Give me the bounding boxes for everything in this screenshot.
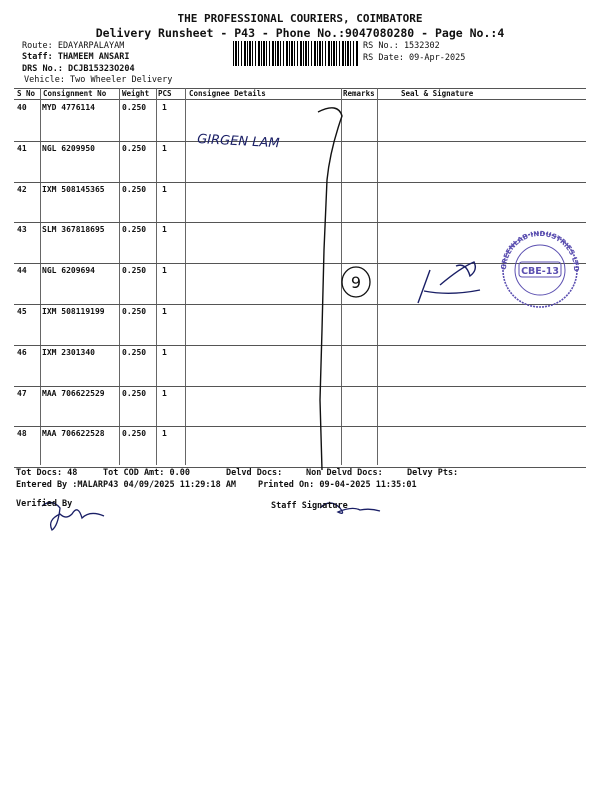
cell-weight: 0.250 <box>122 347 147 357</box>
cell-weight: 0.250 <box>122 307 147 316</box>
verified-by-label: Verified By <box>16 499 73 509</box>
cell-pcs: 1 <box>162 388 167 398</box>
column-header-seal: Seal & Signature <box>401 89 474 98</box>
cell-pcs: 1 <box>162 184 167 194</box>
cell-weight: 0.250 <box>122 429 147 439</box>
cell-sno: 41 <box>17 143 27 153</box>
cell-consignment: MAA 706622528 <box>42 429 105 439</box>
column-header-weight: Weight <box>122 89 150 98</box>
receiver-signature <box>418 262 480 303</box>
cell-consignment: NGL 6209950 <box>42 143 95 153</box>
printed-on: Printed On: 09-04-2025 11:35:01 <box>258 480 417 490</box>
drs-number: DRS No.: DCJB15323O204 <box>22 64 135 74</box>
cell-consignment: IXM 508145365 <box>42 184 105 194</box>
stamp-center-text: CBE-13 <box>521 266 559 277</box>
cell-sno: 48 <box>17 429 27 439</box>
staff-label: Staff: THAMEEM ANSARI <box>22 52 130 62</box>
cell-pcs: 1 <box>162 307 167 316</box>
remark-number: 9 <box>350 273 362 292</box>
cell-sno: 45 <box>17 307 27 316</box>
cell-consignment: MYD 4776114 <box>42 103 95 112</box>
cell-sno: 42 <box>17 184 27 194</box>
seal-stamp <box>500 230 580 307</box>
column-header-pcs: PCS <box>158 89 172 98</box>
total-docs: Tot Docs: 48 <box>16 468 78 478</box>
cell-pcs: 1 <box>162 225 167 235</box>
cell-pcs: 1 <box>162 143 167 153</box>
non-delivered-docs: Non Delvd Docs: <box>306 468 383 478</box>
cell-weight: 0.250 <box>122 103 147 112</box>
route-label: Route: EDAYARPALAYAM <box>22 41 125 51</box>
delivered-docs: Delvd Docs: <box>226 468 283 478</box>
cell-pcs: 1 <box>162 103 167 112</box>
cell-consignment: IXM 2301340 <box>42 347 95 357</box>
total-cod: Tot COD Amt: 0.00 <box>103 468 190 478</box>
column-header-remarks: Remarks <box>343 89 375 98</box>
cell-weight: 0.250 <box>122 225 147 235</box>
delivery-points: Delvy Pts: <box>407 468 459 478</box>
entered-by: Entered By :MALARP43 04/09/2025 11:29:18 AM <box>16 480 237 490</box>
staff-signature-label: Staff Signature <box>271 501 348 511</box>
cell-weight: 0.250 <box>122 266 147 276</box>
cell-sno: 44 <box>17 266 27 276</box>
vehicle-label: Vehicle: Two Wheeler Delivery <box>24 75 173 85</box>
cell-sno: 47 <box>17 388 27 398</box>
cell-pcs: 1 <box>162 429 167 439</box>
cell-consignment: SLM 367818695 <box>42 225 105 235</box>
rs-date: RS Date: 09-Apr-2025 <box>363 53 466 63</box>
cell-consignment: IXM 508119199 <box>42 307 105 316</box>
column-header-consignee: Consignee Details <box>189 89 266 98</box>
cell-weight: 0.250 <box>122 184 147 194</box>
stamp-ring-text: GREENLAB INDUSTRIES LTD <box>499 229 581 272</box>
cell-consignment: MAA 706622529 <box>42 388 105 398</box>
handwritten-bracket-line <box>318 108 342 470</box>
cell-sno: 40 <box>17 103 27 112</box>
cell-weight: 0.250 <box>122 388 147 398</box>
rs-number: RS No.: 1532302 <box>363 41 440 51</box>
cell-weight: 0.250 <box>122 143 147 153</box>
cell-pcs: 1 <box>162 266 167 276</box>
column-header-sno: S No <box>17 89 36 98</box>
cell-sno: 46 <box>17 347 27 357</box>
cell-sno: 43 <box>17 225 27 235</box>
company-title: THE PROFESSIONAL COURIERS, COIMBATORE <box>177 12 423 25</box>
runsheet-subtitle: Delivery Runsheet - P43 - Phone No.:9047080280 - Page No.:4 <box>95 26 505 40</box>
cell-consignment: NGL 6209694 <box>42 266 95 276</box>
cell-pcs: 1 <box>162 347 167 357</box>
column-header-consignment: Consignment No <box>43 89 107 98</box>
handwritten-consignee-note: GIRGEN LAM <box>196 132 280 152</box>
